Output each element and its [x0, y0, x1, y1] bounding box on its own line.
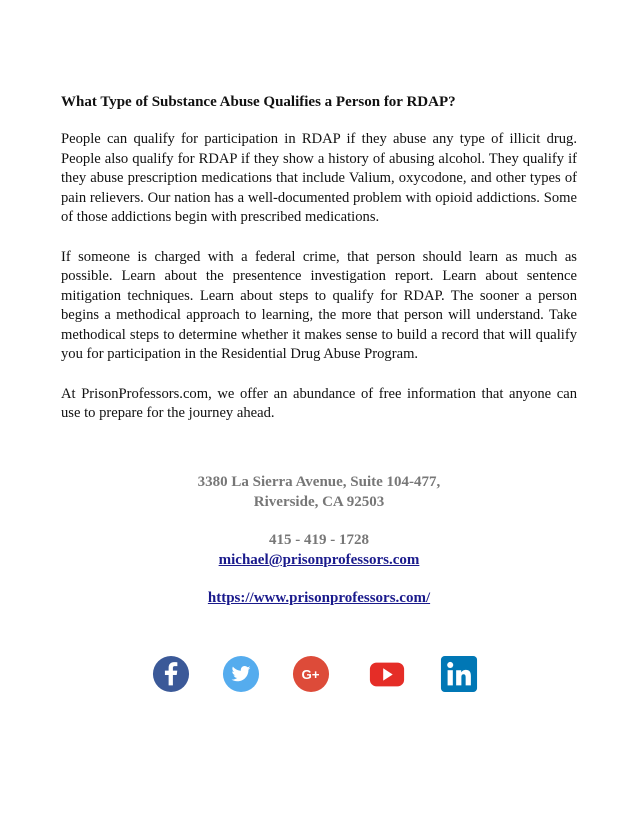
youtube-icon[interactable] — [368, 655, 406, 693]
facebook-icon[interactable] — [152, 655, 190, 693]
contact-footer — [0, 472, 638, 608]
linkedin-icon[interactable] — [440, 655, 478, 693]
section-heading: What Type of Substance Abuse Qualifies a Person for RDAP? — [61, 94, 456, 110]
svg-text:G+: G+ — [301, 666, 320, 682]
website-link[interactable]: https://www.prisonprofessors.com/ — [207, 590, 431, 606]
document-body — [61, 92, 577, 444]
address-line-1: 3380 La Sierra Avenue, Suite 104-477, — [197, 474, 441, 490]
paragraph-2: If someone is charged with a federal crime, that person should learn as much as possible. Learn about the presentence investigation report. Learn about sentence mitigation techniques. Learn about steps to qualify for RDAP. The sooner a person begins a methodical approach to learning, the more that person will understand. Take methodical steps to determine whether it makes sense to build a record that will qualify you for participation in the Residential Drug Abuse Program. — [61, 248, 577, 362]
email-link[interactable]: michael@prisonprofessors.com — [218, 552, 420, 568]
paragraph-3: At PrisonProfessors.com, we offer an abundance of free information that anyone can use to prepare for the journey ahead. — [61, 385, 577, 421]
twitter-icon[interactable] — [222, 655, 260, 693]
paragraph-1: People can qualify for participation in RDAP if they abuse any type of illicit drug. People also qualify for RDAP if they show a history of abusing alcohol. They qualify if they abuse prescription medications that include Valium, oxycodone, and other types of pain relievers. Our nation has a well-documented problem with opioid addictions. Some of those addictions begin with prescribed medications. — [61, 131, 577, 225]
google-plus-icon[interactable] — [292, 655, 330, 693]
phone-number: 415 - 419 - 1728 — [269, 532, 369, 548]
address-line-2: Riverside, CA 92503 — [253, 494, 385, 510]
